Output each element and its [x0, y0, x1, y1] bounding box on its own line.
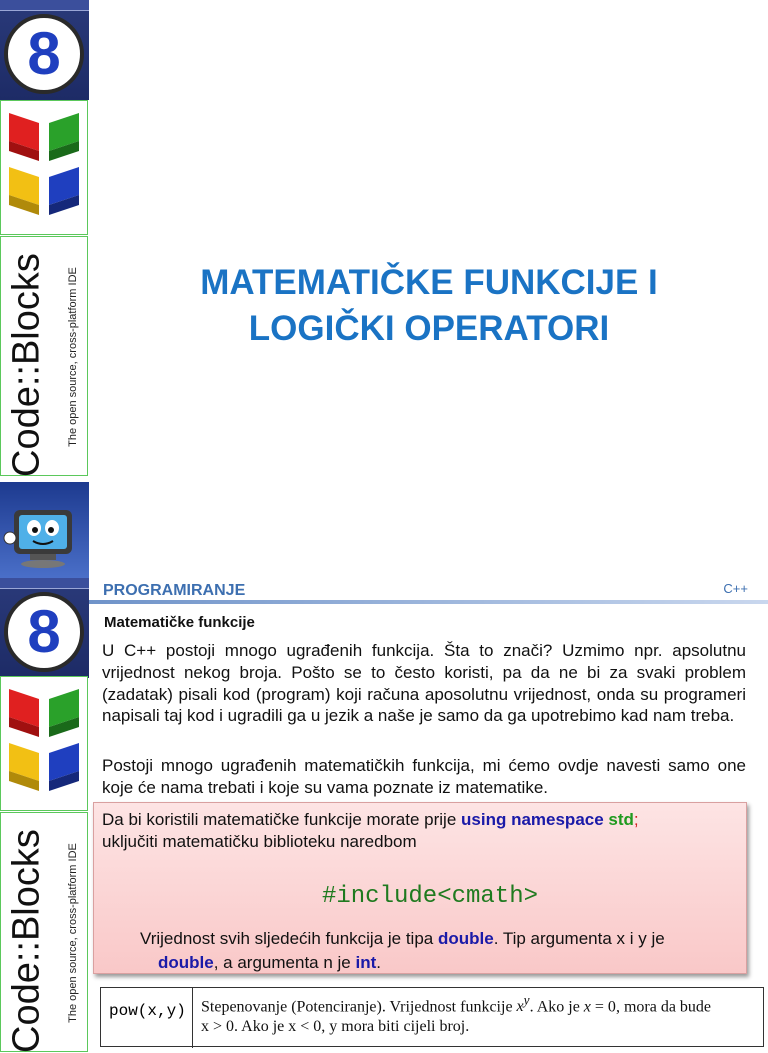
badge-8-icon: 8 — [4, 14, 84, 94]
codeblocks-subtitle: The open source, cross-platform IDE — [67, 267, 79, 447]
desc-text: x > 0. Ako je x < 0, y mora biti cijeli broj. — [201, 1018, 470, 1036]
desc-text: Stepenovanje (Potenciranje). Vrijednost funkcije — [201, 998, 517, 1016]
keyword-double: double — [158, 953, 214, 972]
title-line-1: MATEMATIČKE FUNKCIJE I — [200, 263, 658, 302]
note-footer — [140, 927, 740, 975]
keyword-std: std — [608, 810, 634, 829]
semicolon: ; — [633, 810, 639, 829]
slide-title — [120, 260, 738, 352]
note-text: , a argumenta n je — [213, 953, 356, 972]
keyword-int: int — [355, 953, 377, 972]
section-title: Matematičke funkcije — [104, 614, 255, 631]
note-text: . Tip argumenta x i y je — [493, 929, 665, 948]
codeblocks-logo-icon — [0, 676, 88, 811]
header-subject: PROGRAMIRANJE — [103, 582, 246, 599]
sidebar-header — [0, 578, 89, 678]
window-strip — [0, 578, 89, 589]
codeblocks-text: Code::Blocks — [5, 829, 48, 1053]
badge-8-icon: 8 — [4, 592, 84, 672]
codeblocks-subtitle: The open source, cross-platform IDE — [67, 843, 79, 1023]
codeblocks-wordmark — [0, 236, 88, 476]
functions-paragraph: Postoji mnogo ugrađenih matematičkih funkcija, mi ćemo ovdje navesti samo one koje će nama trebati i koje su vama poznate iz matematike. — [102, 756, 746, 797]
include-note-box — [93, 802, 747, 974]
sidebar — [0, 578, 89, 1053]
intro-paragraph: U C++ postoji mnogo ugrađenih funkcija. Šta to znači? Uzmimo npr. apsolutnu vrijednost nekog broja. Pošto se to često koristi, pa da ne bi za svaki problem (zadatak) pisali kod (program) koji računa aposolutnu vrijednost, onda su programeri napisali taj kod i ugradili ga u jezik a naše je samo da ga upotrebimo kad nam treba. — [102, 641, 746, 726]
table-cell-function: pow(x,y) — [101, 988, 193, 1048]
sidebar — [0, 0, 89, 578]
table-cell-description: Stepenovanje (Potenciranje). Vrijednost funkcije $x^y$. Ako je x = 0, mora da bude x > 0. Ako je x < 0, y mora biti cijeli broj. — [201, 993, 712, 1036]
note-line-2: uključiti matematičku biblioteku naredbom — [102, 832, 417, 851]
note-text: Da bi koristili matematičke funkcije morate prije — [102, 810, 462, 829]
keyword-using-namespace: using namespace — [461, 810, 604, 829]
desc-text: , mora da bude — [615, 998, 712, 1016]
desc-text: . Ako je — [529, 998, 584, 1016]
note-text: . — [376, 953, 381, 972]
title-line-2: LOGIČKI OPERATORI — [248, 309, 610, 348]
header-language: C++ — [723, 581, 748, 596]
note-text: Vrijednost svih sljedećih funkcija je tipa — [140, 929, 438, 948]
function-table — [100, 987, 764, 1047]
sidebar-header — [0, 0, 89, 100]
codeblocks-logo-icon — [0, 100, 88, 235]
include-directive: #include<cmath> — [321, 883, 539, 910]
content-slide — [0, 578, 768, 1053]
codeblocks-text: Code::Blocks — [5, 253, 48, 477]
codeblocks-wordmark — [0, 812, 88, 1052]
note-line-1 — [102, 809, 742, 831]
header-divider — [89, 600, 768, 604]
monitor-mascot-icon — [0, 482, 89, 578]
window-strip — [0, 0, 89, 11]
keyword-double: double — [437, 929, 494, 948]
